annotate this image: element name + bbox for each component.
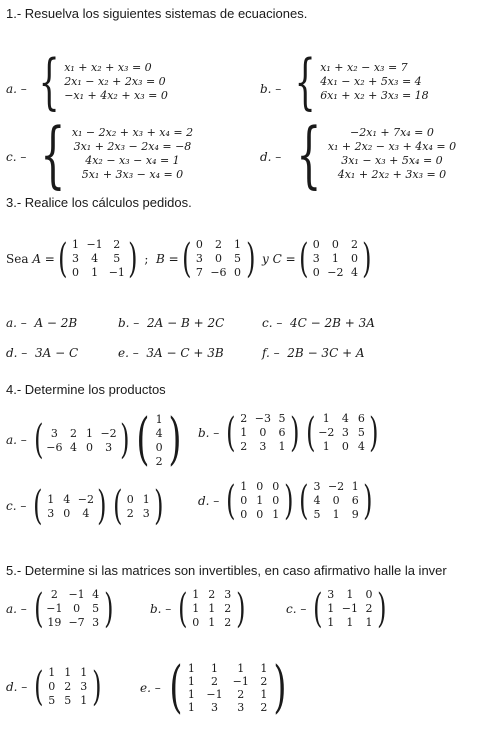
equation: −2x₁ + 7x₄ = 0 [350, 126, 434, 139]
operation-b: b. – 2A − B + 2C [118, 316, 225, 330]
invertible-b-matrix: ( 1 2 3 1 1 2 0 1 2 ) [178, 585, 246, 632]
separator: ; [144, 251, 149, 266]
system-c-label: c. – [6, 150, 27, 164]
section-1-heading: 1.- Resuelva los siguientes sistemas de ecuaciones. [6, 6, 308, 21]
matrix-c-name: y C = [261, 251, 296, 266]
product-b-matrix-1: ( 2 −3 5 1 0 6 2 3 1 ) [226, 409, 300, 456]
product-b-matrix-2: ( 1 4 6 −2 3 5 1 0 4 ) [305, 409, 379, 456]
equation: 3x₁ + 2x₃ − 2x₄ = −8 [73, 140, 192, 153]
product-d-matrix-1: ( 1 0 0 0 1 0 0 0 1 ) [226, 477, 294, 524]
section-4-heading: 4.- Determine los productos [6, 382, 166, 397]
matrices-definition [6, 235, 375, 282]
sea-label: Sea [6, 251, 29, 266]
section-5-heading: 5.- Determine si las matrices son invertibles, en caso afirmativo halle la inver [6, 563, 447, 578]
system-b [286, 47, 429, 117]
invertible-e-matrix: ( 1 1 1 1 1 2 −1 2 1 −1 2 1 1 3 3 2 ) [168, 655, 287, 720]
left-brace: { [40, 112, 66, 196]
system-b-label: b. – [260, 82, 282, 96]
operation-e: e. – 3A − C + 3B [118, 346, 224, 360]
system-d-label: d. – [260, 150, 282, 164]
equation: −x₁ + 4x₂ + x₃ = 0 [64, 89, 168, 102]
invertible-a: a. – ( 2 −1 4 −1 0 5 19 −7 3 ) [6, 588, 116, 629]
matrix-b-name: B = [156, 251, 179, 266]
system-d [286, 112, 457, 196]
equation: 4x₂ − x₃ − x₄ = 1 [85, 154, 180, 167]
product-d-matrix-2: ( 3 −2 1 4 0 6 5 1 9 ) [299, 477, 373, 524]
operation-f: f. – 2B − 3C + A [262, 346, 365, 360]
equation: 3x₁ − x₃ + 5x₄ = 0 [341, 154, 443, 167]
equation: x₁ + x₂ − x₃ = 7 [320, 61, 408, 74]
matrix-a-grid: 1 −1 2 3 4 5 0 1 −1 [71, 238, 125, 279]
product-a-matrix-1: ( 3 2 1 −2 −6 4 0 3 ) [33, 417, 130, 463]
matrix-c-grid: 0 0 2 3 1 0 0 −2 4 [312, 238, 358, 279]
system-d-equations [328, 126, 456, 182]
invertible-c: c. – ( 3 1 0 1 −1 2 1 1 1 ) [286, 588, 390, 629]
matrix-b-grid: 0 2 1 3 0 5 7 −6 0 [195, 238, 242, 279]
invertible-b: b. – ( 1 2 3 1 1 2 0 1 2 ) [150, 588, 248, 629]
equation: 4x₁ − x₂ + 5x₃ = 4 [320, 75, 422, 88]
equation: 2x₁ − x₂ + 2x₃ = 0 [64, 75, 166, 88]
product-c-matrix-2: ( 0 1 2 3 ) [112, 483, 164, 529]
equation: x₁ + 2x₂ − x₃ + 4x₄ = 0 [327, 140, 457, 153]
matrix-a-name: A = [32, 251, 55, 266]
system-a-equations [64, 61, 168, 103]
invertible-c-matrix: ( 3 1 0 1 −1 2 1 1 1 ) [313, 585, 387, 632]
product-a-matrix-2: ( 1 4 0 2 ) [136, 407, 182, 472]
product-d: d. – ( 1 0 0 0 1 0 0 0 1 ) ( 3 −2 1 4 0 6 5 1 9 ) [198, 480, 376, 521]
equation: x₁ + x₂ + x₃ = 0 [64, 61, 152, 74]
matrix-c: ( 0 0 2 3 1 0 0 −2 4 ) [298, 235, 372, 282]
operation-a: a. – A − 2B [6, 316, 78, 330]
invertible-d-matrix: ( 1 1 1 0 2 3 5 5 1 ) [34, 663, 102, 710]
product-b: b. – ( 2 −3 5 1 0 6 2 3 1 ) ( 1 4 6 −2 3 5 1 0 4 ) [198, 412, 382, 453]
section-3-heading: 3.- Realice los cálculos pedidos. [6, 195, 192, 210]
invertible-a-matrix: ( 2 −1 4 −1 0 5 19 −7 3 ) [33, 585, 114, 632]
operation-c: c. – 4C − 2B + 3A [262, 316, 375, 330]
system-b-equations [320, 61, 428, 103]
product-a: a. – ( 3 2 1 −2 −6 4 0 3 ) ( 1 4 0 2 ) [6, 412, 186, 468]
matrix-b: ( 0 2 1 3 0 5 7 −6 0 ) [181, 235, 256, 282]
system-c-equations [72, 126, 193, 182]
left-brace: { [38, 47, 60, 117]
equation: 4x₁ + 2x₂ + 3x₃ = 0 [337, 168, 447, 181]
system-c [30, 112, 194, 196]
equation: x₁ − 2x₂ + x₃ + x₄ = 2 [71, 126, 194, 139]
invertible-e: e. – ( 1 1 1 1 1 2 −1 2 1 −1 2 1 1 3 3 2 ) [140, 660, 291, 716]
matrix-a: ( 1 −1 2 3 4 5 0 1 −1 ) [57, 235, 138, 282]
system-a-label: a. – [6, 82, 27, 96]
product-c: c. – ( 1 4 −2 3 0 4 ) ( 0 1 2 3 ) [6, 486, 167, 526]
equation: 5x₁ + 3x₃ − x₄ = 0 [81, 168, 184, 181]
equation: 6x₁ + x₂ + 3x₃ = 18 [320, 89, 429, 102]
invertible-d: d. – ( 1 1 1 0 2 3 5 5 1 ) [6, 666, 104, 707]
system-a [30, 47, 168, 117]
left-brace: { [294, 47, 316, 117]
operation-d: d. – 3A − C [6, 346, 79, 360]
product-c-matrix-1: ( 1 4 −2 3 0 4 ) [33, 483, 107, 529]
left-brace: { [296, 112, 322, 196]
